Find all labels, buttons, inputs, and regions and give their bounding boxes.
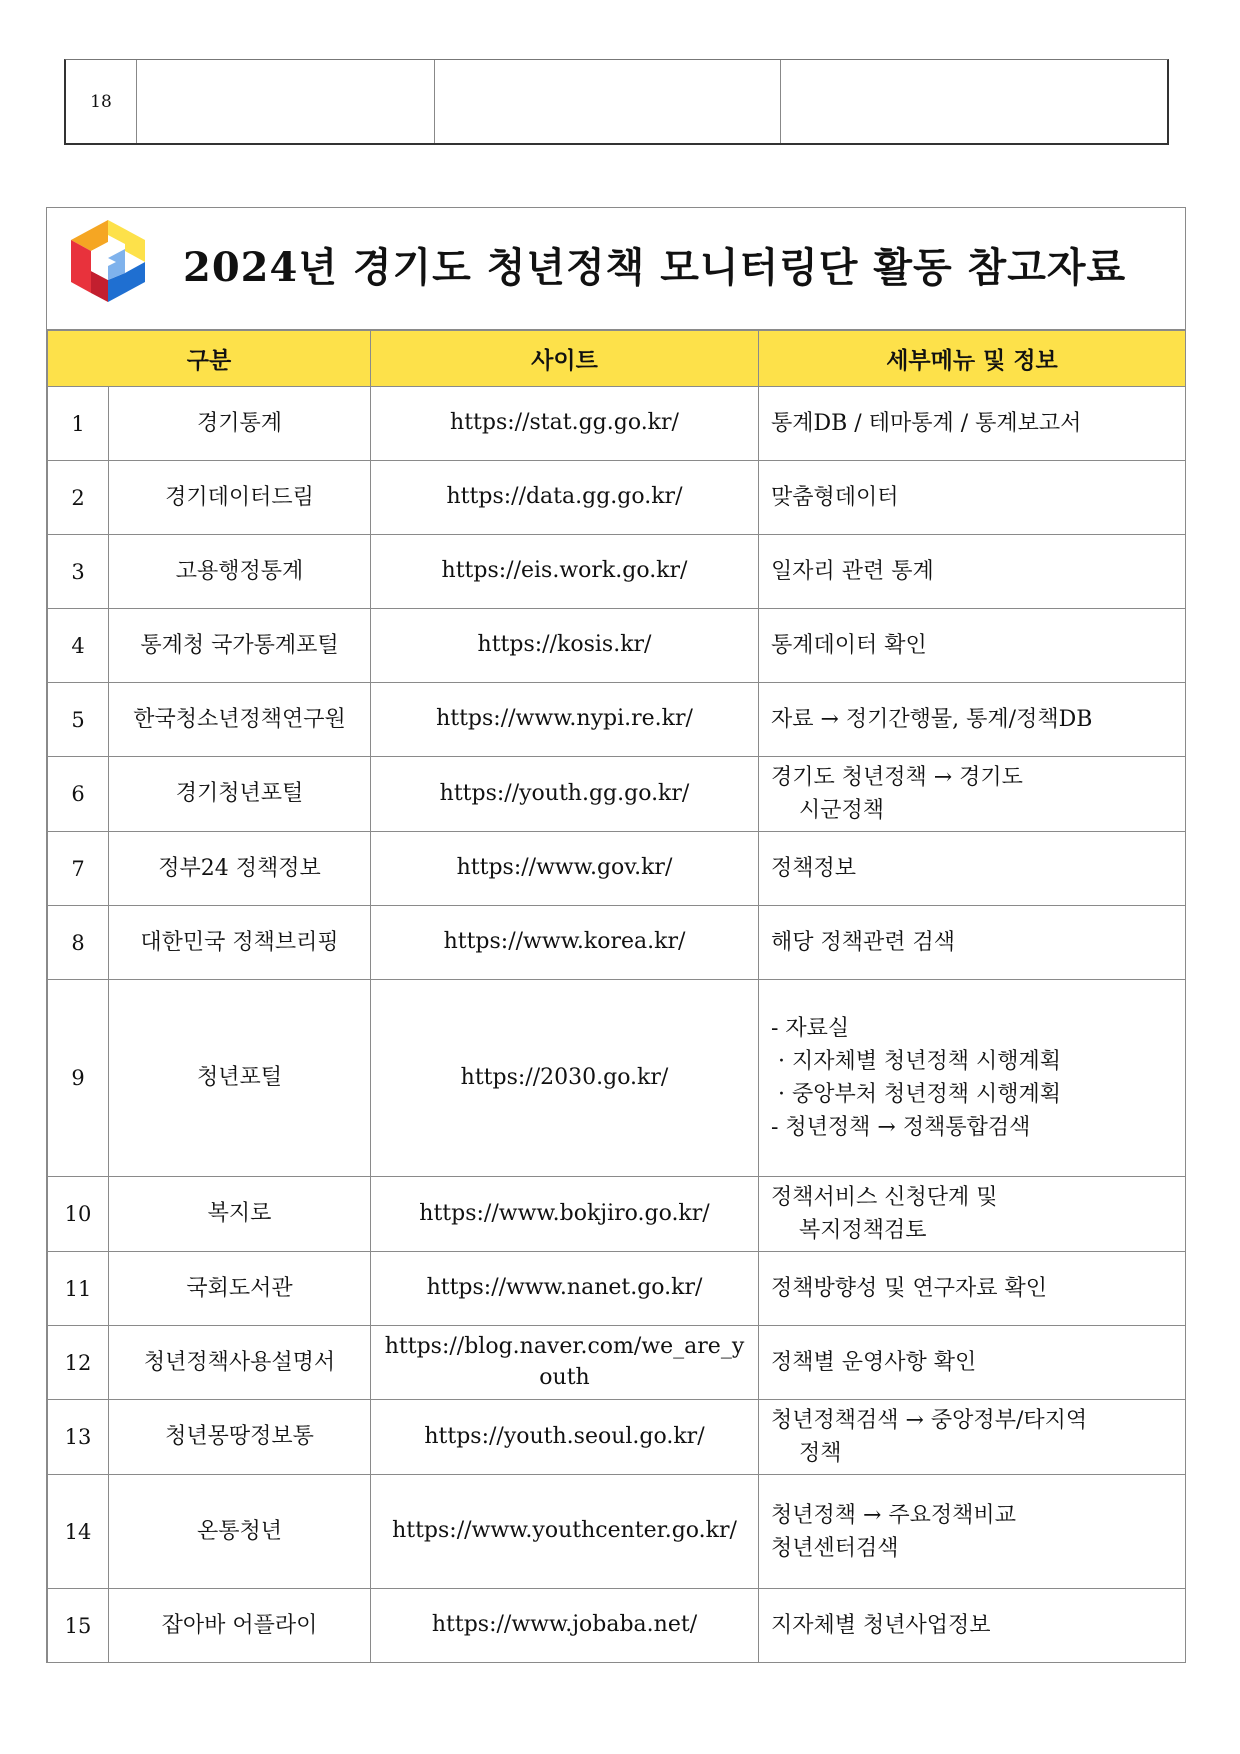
site-name: 복지로 — [109, 1177, 371, 1252]
site-name: 온통청년 — [109, 1475, 371, 1589]
header-site: 사이트 — [371, 331, 759, 387]
row-number: 5 — [48, 683, 109, 757]
site-name: 경기통계 — [109, 387, 371, 461]
details-line: 시군정책 — [771, 798, 884, 823]
row-number: 9 — [48, 980, 109, 1177]
details-line: 정책방향성 및 연구자료 확인 — [771, 1276, 1048, 1301]
site-url-link[interactable]: https://blog.naver.com/we_are_youth — [371, 1326, 759, 1400]
details-line: 경기도 청년정책 → 경기도 — [771, 765, 1023, 790]
table-body — [48, 387, 1186, 1663]
details-line: 통계데이터 확인 — [771, 633, 927, 658]
row-number: 1 — [48, 387, 109, 461]
empty-cell — [137, 60, 435, 143]
details-line: 정책 — [771, 1441, 842, 1466]
site-name: 대한민국 정책브리핑 — [109, 906, 371, 980]
site-url-link[interactable]: https://www.gov.kr/ — [371, 832, 759, 906]
details-line: 맞춤형데이터 — [771, 485, 899, 510]
table-row — [48, 1589, 1186, 1663]
details-line: 청년정책검색 → 중앙정부/타지역 — [771, 1408, 1088, 1433]
row-number: 10 — [48, 1177, 109, 1252]
site-url-link[interactable]: https://www.bokjiro.go.kr/ — [371, 1177, 759, 1252]
table-row — [48, 1400, 1186, 1475]
site-url-link[interactable]: https://www.nanet.go.kr/ — [371, 1252, 759, 1326]
header-category: 구분 — [48, 331, 371, 387]
document-title: 2024년 경기도 청년정책 모니터링단 활동 참고자료 — [183, 244, 1127, 291]
row-number: 14 — [48, 1475, 109, 1589]
site-name: 청년포털 — [109, 980, 371, 1177]
site-name: 경기청년포털 — [109, 757, 371, 832]
details-cell — [759, 1326, 1186, 1400]
row-number: 3 — [48, 535, 109, 609]
row-number: 15 — [48, 1589, 109, 1663]
site-url-link[interactable]: https://eis.work.go.kr/ — [371, 535, 759, 609]
site-name: 경기데이터드림 — [109, 461, 371, 535]
site-url-link[interactable]: https://stat.gg.go.kr/ — [371, 387, 759, 461]
details-line: - 청년정책 → 정책통합검색 — [771, 1115, 1031, 1140]
row-number: 12 — [48, 1326, 109, 1400]
table-row — [48, 757, 1186, 832]
details-cell — [759, 535, 1186, 609]
reference-sites-table — [47, 330, 1186, 1663]
row-number: 7 — [48, 832, 109, 906]
empty-cell — [435, 60, 781, 143]
details-line: · 중앙부처 청년정책 시행계획 — [771, 1082, 1061, 1107]
row-number: 4 — [48, 609, 109, 683]
row-number: 11 — [48, 1252, 109, 1326]
details-cell — [759, 461, 1186, 535]
details-cell — [759, 757, 1186, 832]
table-row — [48, 980, 1186, 1177]
details-cell — [759, 1475, 1186, 1589]
row-number: 13 — [48, 1400, 109, 1475]
table-row — [48, 535, 1186, 609]
details-cell — [759, 1400, 1186, 1475]
site-name: 통계청 국가통계포털 — [109, 609, 371, 683]
site-url-link[interactable]: https://2030.go.kr/ — [371, 980, 759, 1177]
site-url-link[interactable]: https://data.gg.go.kr/ — [371, 461, 759, 535]
details-line: 정책정보 — [771, 856, 857, 881]
site-name: 정부24 정책정보 — [109, 832, 371, 906]
table-row — [48, 461, 1186, 535]
table-row — [48, 906, 1186, 980]
previous-table-row — [64, 59, 1169, 145]
row-number: 2 — [48, 461, 109, 535]
empty-cell — [781, 60, 1167, 143]
site-url-link[interactable]: https://www.korea.kr/ — [371, 906, 759, 980]
details-cell — [759, 387, 1186, 461]
details-cell — [759, 1589, 1186, 1663]
details-cell — [759, 1177, 1186, 1252]
details-cell — [759, 609, 1186, 683]
title-bar — [47, 208, 1185, 330]
site-url-link[interactable]: https://www.nypi.re.kr/ — [371, 683, 759, 757]
site-url-link[interactable]: https://kosis.kr/ — [371, 609, 759, 683]
table-row — [48, 387, 1186, 461]
table-row — [48, 1475, 1186, 1589]
details-cell — [759, 683, 1186, 757]
details-cell — [759, 832, 1186, 906]
site-name: 고용행정통계 — [109, 535, 371, 609]
details-line: 통계DB / 테마통계 / 통계보고서 — [771, 411, 1082, 436]
site-url-link[interactable]: https://youth.gg.go.kr/ — [371, 757, 759, 832]
table-row — [48, 609, 1186, 683]
site-url-link[interactable]: https://www.jobaba.net/ — [371, 1589, 759, 1663]
details-cell — [759, 1252, 1186, 1326]
row-number: 8 — [48, 906, 109, 980]
site-url-link[interactable]: https://www.youthcenter.go.kr/ — [371, 1475, 759, 1589]
details-line: - 자료실 — [771, 1016, 850, 1041]
table-row — [48, 683, 1186, 757]
details-line: 청년정책 → 주요정책비교 — [771, 1502, 1016, 1528]
table-row — [48, 1177, 1186, 1252]
table-header-row — [48, 331, 1186, 387]
gyeonggi-logo-icon — [69, 218, 147, 304]
details-line: 해당 정책관련 검색 — [771, 930, 956, 955]
details-line: 정책서비스 신청단계 및 — [771, 1185, 998, 1210]
details-line: · 지자체별 청년정책 시행계획 — [771, 1049, 1061, 1074]
site-name: 한국청소년정책연구원 — [109, 683, 371, 757]
site-name: 잡아바 어플라이 — [109, 1589, 371, 1663]
row-number: 18 — [66, 60, 137, 143]
reference-document — [46, 207, 1186, 1663]
details-line: 자료 → 정기간행물, 통계/정책DB — [771, 707, 1093, 732]
details-line: 복지정책검토 — [771, 1218, 927, 1243]
table-row — [48, 832, 1186, 906]
details-cell — [759, 906, 1186, 980]
details-cell — [759, 980, 1186, 1177]
details-line: 청년센터검색 — [771, 1535, 899, 1561]
site-name: 청년정책사용설명서 — [109, 1326, 371, 1400]
site-url-link[interactable]: https://youth.seoul.go.kr/ — [371, 1400, 759, 1475]
details-line: 일자리 관련 통계 — [771, 559, 934, 584]
details-line: 지자체별 청년사업정보 — [771, 1613, 991, 1638]
table-row — [48, 1252, 1186, 1326]
row-number: 6 — [48, 757, 109, 832]
header-details: 세부메뉴 및 정보 — [759, 331, 1186, 387]
site-name: 국회도서관 — [109, 1252, 371, 1326]
site-name: 청년몽땅정보통 — [109, 1400, 371, 1475]
details-line: 정책별 운영사항 확인 — [771, 1350, 977, 1375]
table-row — [48, 1326, 1186, 1400]
